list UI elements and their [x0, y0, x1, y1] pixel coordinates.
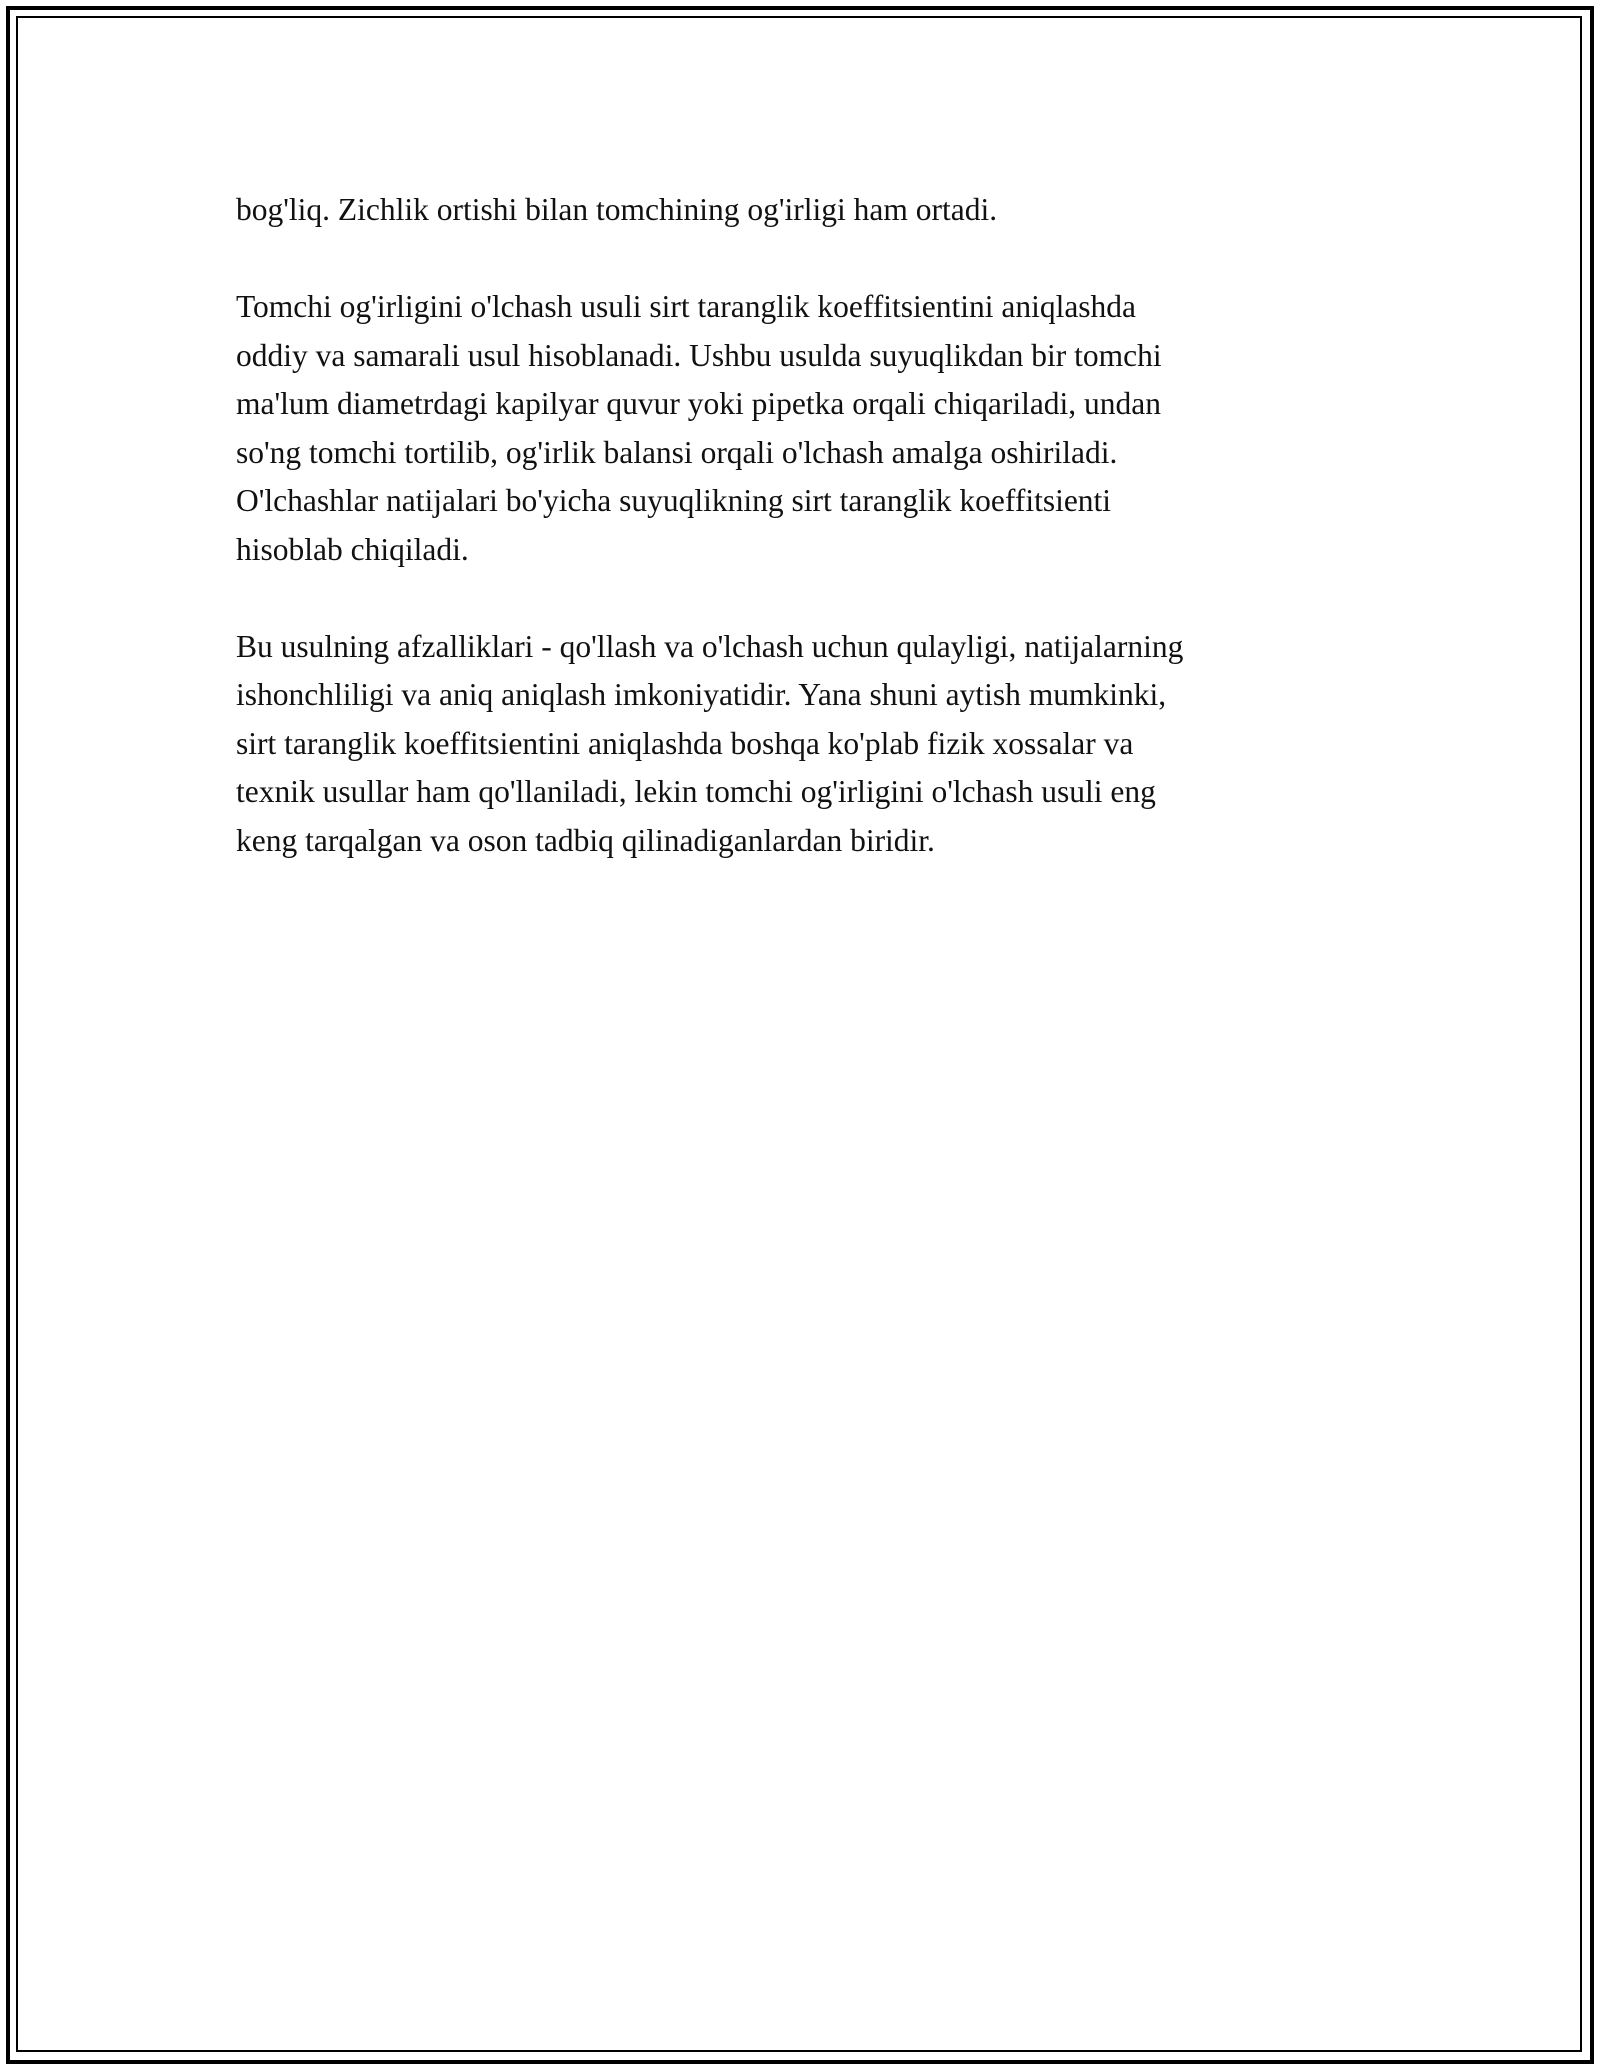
text-line: Tomchi og'irligini o'lchash usuli sirt taranglik koeffitsientini aniqlashda	[236, 289, 1137, 324]
text-line: sirt taranglik koeffitsientini aniqlashda boshqa ko'plab fizik xossalar va	[236, 725, 1134, 761]
paragraph-2	[236, 283, 1366, 574]
text-line: ishonchliligi va aniq aniqlash imkoniyatidir. Yana shuni aytish mumkinki,	[236, 677, 1167, 712]
text-line: Bu usulning afzalliklari - qo'llash va o'lchash uchun qulayligi, natijalarning	[236, 628, 1184, 664]
text-line: hisoblab chiqiladi.	[236, 531, 469, 567]
text-line: bog'liq. Zichlik ortishi bilan tomchining og'irligi ham ortadi.	[236, 192, 998, 227]
text-line: so'ng tomchi tortilib, og'irlik balansi orqali o'lchash amalga oshiriladi.	[236, 434, 1118, 470]
paragraph-1	[236, 186, 1366, 235]
document-body	[236, 186, 1366, 914]
paragraph-3	[236, 623, 1366, 866]
text-line: texnik usullar ham qo'llaniladi, lekin tomchi og'irligini o'lchash usuli eng	[236, 774, 1156, 809]
text-line: ma'lum diametrdagi kapilyar quvur yoki pipetka orqali chiqariladi, undan	[236, 386, 1162, 421]
text-line: O'lchashlar natijalari bo'yicha suyuqlikning sirt taranglik koeffitsienti	[236, 483, 1112, 518]
text-line: keng tarqalgan va oson tadbiq qilinadiganlardan biridir.	[236, 822, 935, 858]
text-line: oddiy va samarali usul hisoblanadi. Ushbu usulda suyuqlikdan bir tomchi	[236, 337, 1162, 373]
